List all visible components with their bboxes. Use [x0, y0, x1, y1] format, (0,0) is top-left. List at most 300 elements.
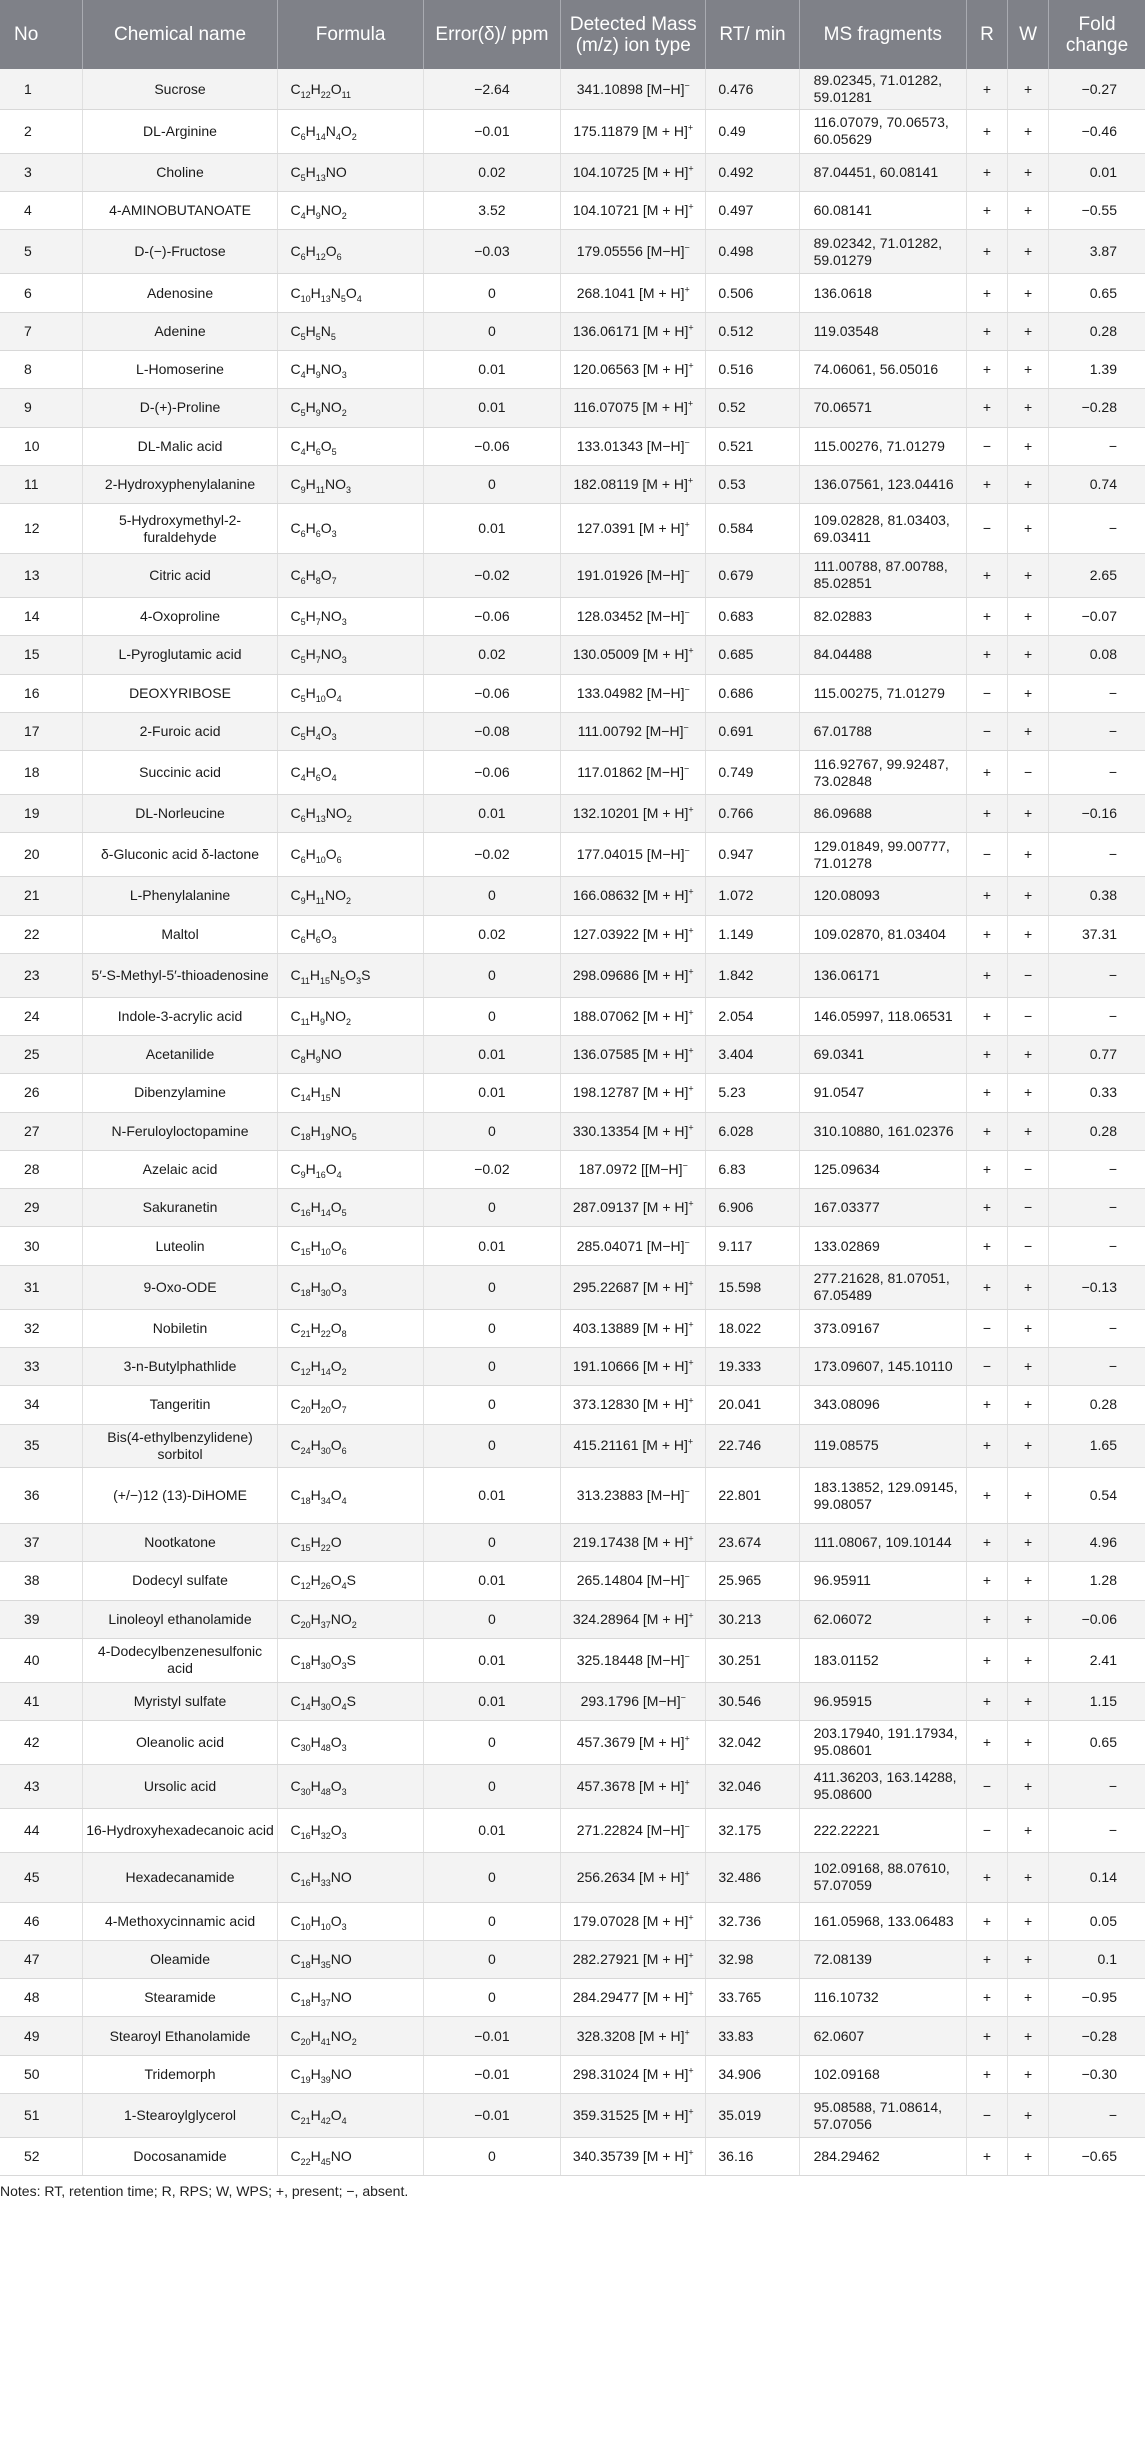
cell-error: −0.08	[423, 712, 560, 750]
cell-r: +	[966, 1424, 1007, 1468]
cell-r: +	[966, 2017, 1007, 2055]
cell-r: +	[966, 1902, 1007, 1940]
cell-ms-fragments: 89.02345, 71.01282, 59.01281	[799, 69, 966, 110]
cell-error: 0.01	[423, 1638, 560, 1682]
cell-r: +	[966, 389, 1007, 427]
table-row	[0, 389, 1145, 427]
cell-rt: 5.23	[706, 1074, 799, 1112]
cell-no: 8	[0, 350, 82, 388]
cell-no: 49	[0, 2017, 82, 2055]
cell-detected-mass: 104.10725 [M + H]+	[561, 153, 706, 191]
cell-detected-mass: 293.1796 [M−H]−	[561, 1682, 706, 1720]
cell-fold-change: −0.28	[1049, 389, 1145, 427]
cell-rt: 0.52	[706, 389, 799, 427]
cell-r: +	[966, 1638, 1007, 1682]
cell-fold-change: −0.55	[1049, 192, 1145, 230]
table-row	[0, 1035, 1145, 1073]
cell-w: −	[1008, 1189, 1049, 1227]
cell-ms-fragments: 115.00276, 71.01279	[799, 427, 966, 465]
cell-w: +	[1008, 1309, 1049, 1347]
cell-fold-change: −	[1049, 2094, 1145, 2138]
cell-error: 0	[423, 1940, 560, 1978]
cell-error: −0.01	[423, 2094, 560, 2138]
cell-rt: 0.492	[706, 153, 799, 191]
cell-r: +	[966, 1265, 1007, 1309]
cell-chemical-name: Hexadecanamide	[82, 1852, 278, 1902]
table-row	[0, 674, 1145, 712]
cell-no: 18	[0, 751, 82, 795]
cell-detected-mass: 330.13354 [M + H]+	[561, 1112, 706, 1150]
cell-ms-fragments: 129.01849, 99.00777, 71.01278	[799, 833, 966, 877]
cell-fold-change: −0.65	[1049, 2137, 1145, 2175]
cell-r: +	[966, 997, 1007, 1035]
cell-rt: 19.333	[706, 1347, 799, 1385]
cell-chemical-name: L-Homoserine	[82, 350, 278, 388]
cell-detected-mass: 133.04982 [M−H]−	[561, 674, 706, 712]
cell-chemical-name: Indole-3-acrylic acid	[82, 997, 278, 1035]
cell-error: 0	[423, 1424, 560, 1468]
cell-rt: 6.906	[706, 1189, 799, 1227]
cell-formula: $C_8H_9NO$	[278, 1035, 423, 1073]
cell-formula: $C_5H_{10}O_4$	[278, 674, 423, 712]
cell-detected-mass: 111.00792 [M−H]−	[561, 712, 706, 750]
cell-fold-change: 1.65	[1049, 1424, 1145, 1468]
cell-detected-mass: 285.04071 [M−H]−	[561, 1227, 706, 1265]
cell-no: 42	[0, 1721, 82, 1765]
cell-fold-change: 0.05	[1049, 1902, 1145, 1940]
cell-chemical-name: 4-AMINOBUTANOATE	[82, 192, 278, 230]
cell-r: −	[966, 427, 1007, 465]
cell-ms-fragments: 72.08139	[799, 1940, 966, 1978]
cell-error: −2.64	[423, 69, 560, 110]
cell-chemical-name: Oleamide	[82, 1940, 278, 1978]
table-row	[0, 1721, 1145, 1765]
cell-ms-fragments: 183.01152	[799, 1638, 966, 1682]
cell-no: 40	[0, 1638, 82, 1682]
cell-detected-mass: 313.23883 [M−H]−	[561, 1468, 706, 1524]
cell-rt: 0.49	[706, 110, 799, 154]
cell-w: +	[1008, 274, 1049, 312]
cell-w: +	[1008, 1902, 1049, 1940]
cell-error: 0.01	[423, 1682, 560, 1720]
table-row	[0, 230, 1145, 274]
cell-w: +	[1008, 833, 1049, 877]
cell-no: 34	[0, 1386, 82, 1424]
table-row	[0, 1347, 1145, 1385]
cell-fold-change: −0.27	[1049, 69, 1145, 110]
cell-chemical-name: 2-Furoic acid	[82, 712, 278, 750]
cell-error: 0	[423, 1902, 560, 1940]
cell-fold-change: −0.13	[1049, 1265, 1145, 1309]
cell-fold-change: −	[1049, 712, 1145, 750]
cell-ms-fragments: 102.09168	[799, 2055, 966, 2093]
cell-formula: $C_4H_9NO_2$	[278, 192, 423, 230]
cell-formula: $C_{19}H_{39}NO$	[278, 2055, 423, 2093]
cell-detected-mass: 271.22824 [M−H]−	[561, 1808, 706, 1852]
cell-error: −0.02	[423, 833, 560, 877]
header-w: W	[1008, 0, 1049, 69]
cell-ms-fragments: 62.06072	[799, 1600, 966, 1638]
cell-w: +	[1008, 1523, 1049, 1561]
cell-rt: 0.749	[706, 751, 799, 795]
cell-chemical-name: Luteolin	[82, 1227, 278, 1265]
cell-detected-mass: 373.12830 [M + H]+	[561, 1386, 706, 1424]
cell-error: −0.02	[423, 554, 560, 598]
cell-w: +	[1008, 1682, 1049, 1720]
cell-w: +	[1008, 2055, 1049, 2093]
cell-ms-fragments: 203.17940, 191.17934, 95.08601	[799, 1721, 966, 1765]
cell-detected-mass: 136.07585 [M + H]+	[561, 1035, 706, 1073]
cell-fold-change: 0.65	[1049, 1721, 1145, 1765]
cell-chemical-name: 9-Oxo-ODE	[82, 1265, 278, 1309]
table-row	[0, 953, 1145, 997]
cell-formula: $C_{14}H_{15}N$	[278, 1074, 423, 1112]
cell-r: +	[966, 554, 1007, 598]
table-row	[0, 1852, 1145, 1902]
table-row	[0, 597, 1145, 635]
cell-chemical-name: 4-Methoxycinnamic acid	[82, 1902, 278, 1940]
cell-r: +	[966, 877, 1007, 915]
cell-ms-fragments: 111.08067, 109.10144	[799, 1523, 966, 1561]
cell-r: +	[966, 636, 1007, 674]
cell-r: −	[966, 1808, 1007, 1852]
cell-no: 44	[0, 1808, 82, 1852]
cell-ms-fragments: 74.06061, 56.05016	[799, 350, 966, 388]
cell-formula: $C_{11}H_{15}N_5O_3S$	[278, 953, 423, 997]
header-ms-fragments: MS fragments	[799, 0, 966, 69]
cell-error: 0	[423, 1386, 560, 1424]
table-row	[0, 274, 1145, 312]
cell-formula: $C_6H_{10}O_6$	[278, 833, 423, 877]
cell-w: −	[1008, 1227, 1049, 1265]
table-row	[0, 1764, 1145, 1808]
cell-rt: 15.598	[706, 1265, 799, 1309]
cell-rt: 6.83	[706, 1150, 799, 1188]
cell-w: −	[1008, 997, 1049, 1035]
cell-ms-fragments: 96.95915	[799, 1682, 966, 1720]
cell-fold-change: 0.28	[1049, 1112, 1145, 1150]
table-row	[0, 1424, 1145, 1468]
cell-rt: 34.906	[706, 2055, 799, 2093]
cell-formula: $C_{21}H_{42}O_4$	[278, 2094, 423, 2138]
cell-no: 32	[0, 1309, 82, 1347]
cell-error: 0	[423, 1189, 560, 1227]
cell-r: +	[966, 953, 1007, 997]
cell-r: −	[966, 674, 1007, 712]
cell-error: −0.03	[423, 230, 560, 274]
cell-w: +	[1008, 1562, 1049, 1600]
cell-rt: 32.042	[706, 1721, 799, 1765]
cell-formula: $C_{14}H_{30}O_4S$	[278, 1682, 423, 1720]
cell-detected-mass: 179.07028 [M + H]+	[561, 1902, 706, 1940]
cell-no: 27	[0, 1112, 82, 1150]
cell-chemical-name: 2-Hydroxyphenylalanine	[82, 465, 278, 503]
cell-fold-change: −	[1049, 997, 1145, 1035]
cell-r: +	[966, 1562, 1007, 1600]
table-row	[0, 1386, 1145, 1424]
cell-rt: 0.521	[706, 427, 799, 465]
header-error: Error(δ)/ ppm	[423, 0, 560, 69]
cell-fold-change: 1.15	[1049, 1682, 1145, 1720]
cell-no: 15	[0, 636, 82, 674]
cell-no: 6	[0, 274, 82, 312]
cell-formula: $C_{12}H_{14}O_2$	[278, 1347, 423, 1385]
cell-no: 51	[0, 2094, 82, 2138]
cell-r: −	[966, 1347, 1007, 1385]
cell-r: +	[966, 597, 1007, 635]
cell-no: 1	[0, 69, 82, 110]
table-body	[0, 69, 1145, 2176]
cell-formula: $C_{20}H_{37}NO_2$	[278, 1600, 423, 1638]
cell-r: +	[966, 1721, 1007, 1765]
cell-detected-mass: 324.28964 [M + H]+	[561, 1600, 706, 1638]
cell-fold-change: −	[1049, 751, 1145, 795]
cell-no: 5	[0, 230, 82, 274]
cell-w: +	[1008, 1424, 1049, 1468]
header-no: No	[0, 0, 82, 69]
cell-ms-fragments: 173.09607, 145.10110	[799, 1347, 966, 1385]
cell-formula: $C_{18}H_{35}NO$	[278, 1940, 423, 1978]
table-row	[0, 1265, 1145, 1309]
cell-ms-fragments: 136.06171	[799, 953, 966, 997]
cell-ms-fragments: 84.04488	[799, 636, 966, 674]
cell-ms-fragments: 70.06571	[799, 389, 966, 427]
cell-formula: $C_{11}H_9NO_2$	[278, 997, 423, 1035]
cell-ms-fragments: 102.09168, 88.07610, 57.07059	[799, 1852, 966, 1902]
cell-rt: 33.765	[706, 1979, 799, 2017]
cell-fold-change: −	[1049, 1347, 1145, 1385]
cell-detected-mass: 256.2634 [M + H]+	[561, 1852, 706, 1902]
cell-chemical-name: Adenosine	[82, 274, 278, 312]
cell-r: +	[966, 153, 1007, 191]
cell-ms-fragments: 82.02883	[799, 597, 966, 635]
cell-ms-fragments: 136.0618	[799, 274, 966, 312]
cell-w: +	[1008, 312, 1049, 350]
cell-detected-mass: 130.05009 [M + H]+	[561, 636, 706, 674]
cell-fold-change: 0.1	[1049, 1940, 1145, 1978]
table-row	[0, 915, 1145, 953]
cell-r: +	[966, 1386, 1007, 1424]
cell-error: 0	[423, 312, 560, 350]
cell-ms-fragments: 96.95911	[799, 1562, 966, 1600]
cell-ms-fragments: 161.05968, 133.06483	[799, 1902, 966, 1940]
table-row	[0, 153, 1145, 191]
cell-chemical-name: N-Feruloyloctopamine	[82, 1112, 278, 1150]
cell-w: +	[1008, 2094, 1049, 2138]
cell-detected-mass: 287.09137 [M + H]+	[561, 1189, 706, 1227]
cell-chemical-name: Nootkatone	[82, 1523, 278, 1561]
table-row	[0, 1979, 1145, 2017]
cell-no: 38	[0, 1562, 82, 1600]
cell-no: 52	[0, 2137, 82, 2175]
cell-chemical-name: Myristyl sulfate	[82, 1682, 278, 1720]
cell-detected-mass: 128.03452 [M−H]−	[561, 597, 706, 635]
cell-error: 0.01	[423, 1808, 560, 1852]
cell-rt: 20.041	[706, 1386, 799, 1424]
cell-formula: $C_{21}H_{22}O_8$	[278, 1309, 423, 1347]
cell-detected-mass: 403.13889 [M + H]+	[561, 1309, 706, 1347]
table-row	[0, 1523, 1145, 1561]
cell-error: −0.06	[423, 674, 560, 712]
cell-no: 2	[0, 110, 82, 154]
cell-formula: $C_{12}H_{26}O_4S$	[278, 1562, 423, 1600]
cell-formula: $C_{18}H_{37}NO$	[278, 1979, 423, 2017]
cell-fold-change: 3.87	[1049, 230, 1145, 274]
cell-chemical-name: Dibenzylamine	[82, 1074, 278, 1112]
cell-error: 0.01	[423, 1562, 560, 1600]
cell-fold-change: −	[1049, 833, 1145, 877]
header-r: R	[966, 0, 1007, 69]
cell-chemical-name: Azelaic acid	[82, 1150, 278, 1188]
cell-error: 0.01	[423, 504, 560, 554]
cell-rt: 32.98	[706, 1940, 799, 1978]
cell-fold-change: −	[1049, 674, 1145, 712]
cell-error: 0.01	[423, 350, 560, 388]
cell-detected-mass: 175.11879 [M + H]+	[561, 110, 706, 154]
cell-chemical-name: 5′-S-Methyl-5′-thioadenosine	[82, 953, 278, 997]
cell-detected-mass: 117.01862 [M−H]−	[561, 751, 706, 795]
cell-r: −	[966, 1309, 1007, 1347]
cell-chemical-name: Linoleoyl ethanolamide	[82, 1600, 278, 1638]
cell-formula: $C_5H_5N_5$	[278, 312, 423, 350]
cell-detected-mass: 219.17438 [M + H]+	[561, 1523, 706, 1561]
cell-chemical-name: Acetanilide	[82, 1035, 278, 1073]
cell-formula: $C_9H_{16}O_4$	[278, 1150, 423, 1188]
cell-rt: 30.251	[706, 1638, 799, 1682]
cell-rt: 23.674	[706, 1523, 799, 1561]
cell-error: 0	[423, 2137, 560, 2175]
cell-fold-change: −0.95	[1049, 1979, 1145, 2017]
table-row	[0, 833, 1145, 877]
cell-fold-change: −	[1049, 953, 1145, 997]
cell-chemical-name: Docosanamide	[82, 2137, 278, 2175]
cell-detected-mass: 284.29477 [M + H]+	[561, 1979, 706, 2017]
cell-no: 25	[0, 1035, 82, 1073]
cell-rt: 18.022	[706, 1309, 799, 1347]
cell-error: 0	[423, 1852, 560, 1902]
cell-rt: 6.028	[706, 1112, 799, 1150]
cell-ms-fragments: 67.01788	[799, 712, 966, 750]
header-rt: RT/ min	[706, 0, 799, 69]
cell-r: +	[966, 1150, 1007, 1188]
cell-formula: $C_{22}H_{45}NO$	[278, 2137, 423, 2175]
cell-error: 3.52	[423, 192, 560, 230]
cell-error: 0	[423, 1112, 560, 1150]
table-row	[0, 427, 1145, 465]
cell-w: +	[1008, 69, 1049, 110]
cell-ms-fragments: 86.09688	[799, 795, 966, 833]
cell-ms-fragments: 116.07079, 70.06573, 60.05629	[799, 110, 966, 154]
cell-w: +	[1008, 1721, 1049, 1765]
table-row	[0, 2055, 1145, 2093]
table-row	[0, 1468, 1145, 1524]
cell-error: 0	[423, 465, 560, 503]
table-row	[0, 1562, 1145, 1600]
cell-rt: 3.404	[706, 1035, 799, 1073]
cell-chemical-name: Adenine	[82, 312, 278, 350]
cell-r: +	[966, 110, 1007, 154]
cell-rt: 0.53	[706, 465, 799, 503]
cell-w: +	[1008, 2017, 1049, 2055]
cell-chemical-name: Succinic acid	[82, 751, 278, 795]
cell-no: 33	[0, 1347, 82, 1385]
cell-chemical-name: 5-Hydroxymethyl-2-furaldehyde	[82, 504, 278, 554]
cell-fold-change: 0.28	[1049, 312, 1145, 350]
cell-w: +	[1008, 1940, 1049, 1978]
cell-no: 3	[0, 153, 82, 191]
cell-formula: $C_{10}H_{10}O_3$	[278, 1902, 423, 1940]
cell-fold-change: −0.07	[1049, 597, 1145, 635]
cell-error: 0.01	[423, 795, 560, 833]
cell-no: 31	[0, 1265, 82, 1309]
cell-no: 4	[0, 192, 82, 230]
cell-chemical-name: D-(−)-Fructose	[82, 230, 278, 274]
cell-detected-mass: 415.21161 [M + H]+	[561, 1424, 706, 1468]
cell-w: +	[1008, 2137, 1049, 2175]
cell-detected-mass: 457.3679 [M + H]+	[561, 1721, 706, 1765]
cell-w: +	[1008, 1638, 1049, 1682]
cell-chemical-name: Sakuranetin	[82, 1189, 278, 1227]
cell-rt: 0.685	[706, 636, 799, 674]
cell-fold-change: 0.74	[1049, 465, 1145, 503]
cell-fold-change: 0.77	[1049, 1035, 1145, 1073]
cell-ms-fragments: 89.02342, 71.01282, 59.01279	[799, 230, 966, 274]
cell-w: +	[1008, 712, 1049, 750]
cell-r: +	[966, 465, 1007, 503]
cell-formula: $C_6H_6O_3$	[278, 915, 423, 953]
cell-error: 0	[423, 1347, 560, 1385]
cell-chemical-name: Tangeritin	[82, 1386, 278, 1424]
cell-fold-change: 0.01	[1049, 153, 1145, 191]
cell-detected-mass: 127.0391 [M + H]+	[561, 504, 706, 554]
cell-rt: 30.546	[706, 1682, 799, 1720]
cell-no: 24	[0, 997, 82, 1035]
cell-error: 0	[423, 1600, 560, 1638]
cell-no: 30	[0, 1227, 82, 1265]
table-row	[0, 1902, 1145, 1940]
cell-chemical-name: 3-n-Butylphathlide	[82, 1347, 278, 1385]
cell-r: +	[966, 1940, 1007, 1978]
cell-detected-mass: 133.01343 [M−H]−	[561, 427, 706, 465]
cell-error: 0.01	[423, 1468, 560, 1524]
cell-detected-mass: 104.10721 [M + H]+	[561, 192, 706, 230]
cell-w: +	[1008, 1468, 1049, 1524]
cell-w: −	[1008, 1150, 1049, 1188]
cell-r: −	[966, 1764, 1007, 1808]
cell-no: 16	[0, 674, 82, 712]
cell-chemical-name: Tridemorph	[82, 2055, 278, 2093]
table-row	[0, 2017, 1145, 2055]
table-row	[0, 1074, 1145, 1112]
cell-rt: 0.476	[706, 69, 799, 110]
cell-fold-change: −0.16	[1049, 795, 1145, 833]
cell-r: +	[966, 795, 1007, 833]
header-fold-change: Fold change	[1049, 0, 1145, 69]
cell-error: 0.02	[423, 915, 560, 953]
cell-formula: $C_6H_{14}N_4O_2$	[278, 110, 423, 154]
cell-detected-mass: 457.3678 [M + H]+	[561, 1764, 706, 1808]
cell-rt: 32.175	[706, 1808, 799, 1852]
cell-no: 39	[0, 1600, 82, 1638]
table-row	[0, 1600, 1145, 1638]
table-row	[0, 465, 1145, 503]
cell-error: 0	[423, 1764, 560, 1808]
header-chemical-name: Chemical name	[82, 0, 278, 69]
cell-fold-change: 2.41	[1049, 1638, 1145, 1682]
table-row	[0, 554, 1145, 598]
cell-error: 0	[423, 1979, 560, 2017]
cell-w: +	[1008, 1808, 1049, 1852]
